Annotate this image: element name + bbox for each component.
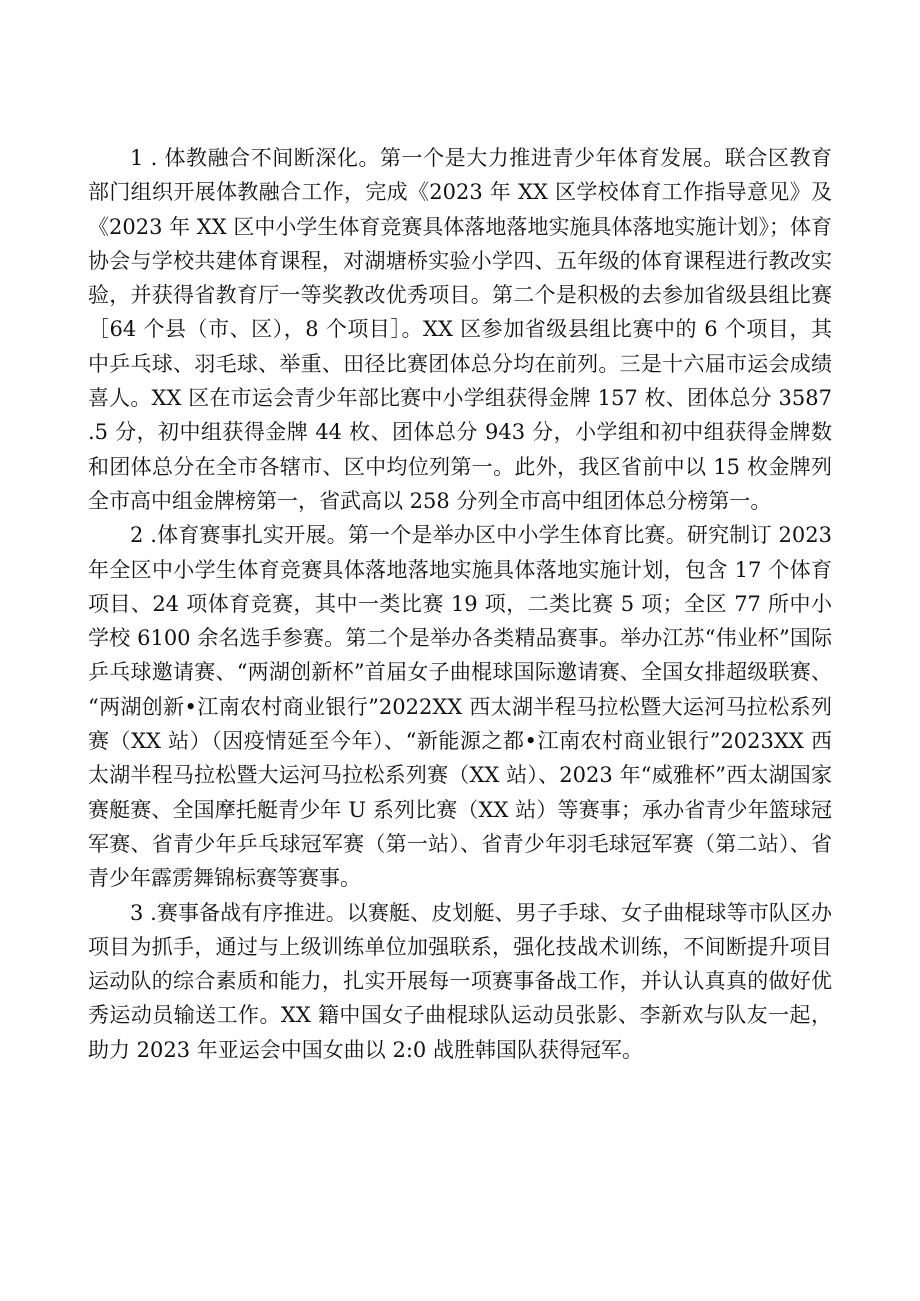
paragraph-1: 1 . 体教融合不间断深化。第一个是大力推进青少年体育发展。联合区教育部门组织开展体教融合工作，完成《2023 年 XX 区学校体育工作指导意见》及《2023 年 XX 区中小学生体育竞赛具体落地落地实施具体落地实施计划》；体育协会与学校共建体育课程，对湖塘桥实验小学四、五年级的体育课程进行教改实验，并获得省教育厅一等奖教改优秀项目。第二个是积极的去参加省级县组比赛［64 个县（市、区），8 个项目］。XX 区参加省级县组比赛中的 6 个项目，其中乒乓球、羽毛球、举重、田径比赛团体总分均在前列。三是十六届市运会成绩喜人。XX 区在市运会青少年部比赛中小学组获得金牌 157 枚、团体总分 3587.5 分，初中组获得金牌 44 枚、团体总分 943 分，小学组和初中组获得金牌数和团体总分在全市各辖市、区中均位列第一。此外，我区省前中以 15 枚金牌列全市高中组金牌榜第一，省武高以 258 分列全市高中组团体总分榜第一。 bbox=[88, 146, 832, 513]
paragraph-3: 3 .赛事备战有序推进。以赛艇、皮划艇、男子手球、女子曲棍球等市队区办项目为抓手，通过与上级训练单位加强联系，强化技战术训练，不间断提升项目运动队的综合素质和能力，扎实开展每一项赛事备战工作，并认认真真的做好优秀运动员输送工作。XX 籍中国女子曲棍球队运动员张影、李新欢与队友一起，助力 2023 年亚运会中国女曲以 2:0 战胜韩国队获得冠军。 bbox=[88, 900, 832, 1062]
document-page bbox=[88, 141, 832, 1067]
paragraph-2: 2 .体育赛事扎实开展。第一个是举办区中小学生体育比赛。研究制订 2023 年全区中小学生体育竞赛具体落地落地实施具体落地实施计划，包含 17 个体育项目、24 项体育竞赛，其中一类比赛 19 项，二类比赛 5 项；全区 77 所中小学校 6100 余名选手参赛。第二个是举办各类精品赛事。举办江苏“伟业杯”国际乒乓球邀请赛、“两湖创新杯”首届女子曲棍球国际邀请赛、全国女排超级联赛、“两湖创新•江南农村商业银行”2022XX 西太湖半程马拉松暨大运河马拉松系列赛（XX 站）（因疫情延至今年）、“新能源之都•江南农村商业银行”2023XX 西太湖半程马拉松暨大运河马拉松系列赛（XX 站）、2023 年“威雅杯”西太湖国家赛艇赛、全国摩托艇青少年 U 系列比赛（XX 站）等赛事；承办省青少年篮球冠军赛、省青少年乒乓球冠军赛（第一站）、省青少年羽毛球冠军赛（第二站）、省青少年霹雳舞锦标赛等赛事。 bbox=[88, 523, 832, 891]
